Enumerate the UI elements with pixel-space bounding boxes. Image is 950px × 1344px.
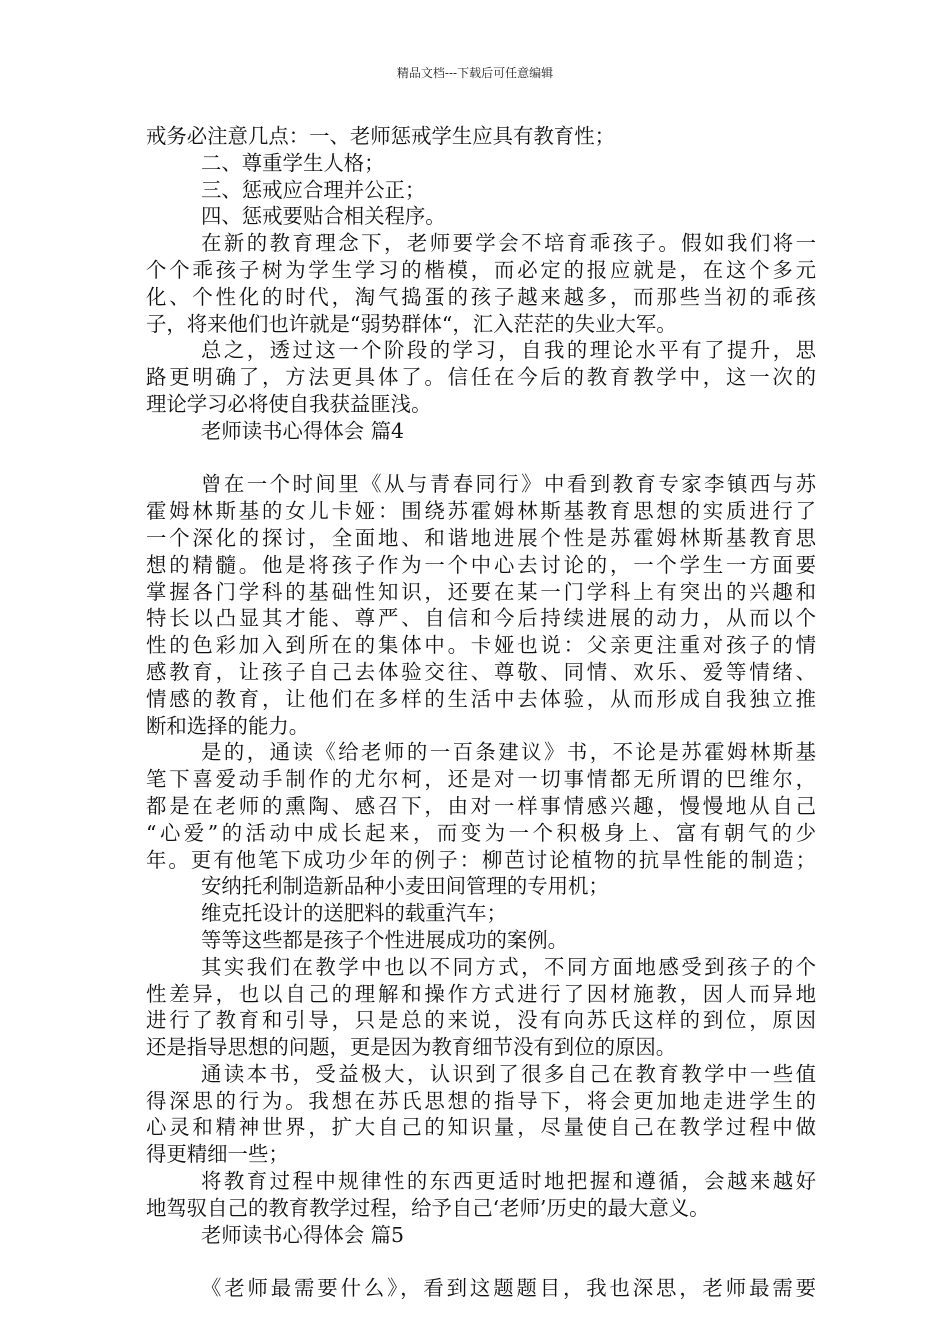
- text-line: 安纳托利制造新品种小麦田间管理的专用机；: [201, 874, 609, 899]
- text-line: 等等这些都是孩子个性进展成功的案例。: [201, 927, 569, 952]
- text-line: 理论学习必将使自我获益匪浅。: [146, 391, 432, 416]
- text-line: 都是在老师的熏陶、感召下，由对一样事情感兴趣，慢慢地从自己: [146, 793, 816, 818]
- text-line: 老师读书心得体会 篇4: [201, 418, 404, 443]
- text-line: 心灵和精神世界，扩大自己的知识量，尽量使自己在教学过程中做: [146, 1115, 816, 1140]
- text-line: 霍姆林斯基的女儿卡娅：围绕苏霍姆林斯基教育思想的实质进行了: [146, 499, 816, 524]
- blank-line: [146, 1248, 816, 1275]
- text-line: 一个深化的探讨，全面地、和谐地进展个性是苏霍姆林斯基教育思: [146, 525, 816, 550]
- document-body: [146, 123, 816, 1302]
- text-line: 得深思的行为。我想在苏氏思想的指导下，将会更加地走进学生的: [146, 1088, 816, 1113]
- text-line: 二、尊重学生人格；: [201, 150, 385, 175]
- text-line: 年。更有他笔下成功少年的例子：柳芭讨论植物的抗旱性能的制造；: [146, 847, 816, 872]
- text-line: 特长以凸显其才能、尊严、自信和今后持续进展的动力，从而以个: [146, 606, 816, 631]
- text-line: 想的精髓。他是将孩子作为一个中心去讨论的，一个学生一方面要: [146, 552, 816, 577]
- text-line: 在新的教育理念下，老师要学会不培育乖孩子。假如我们将一: [201, 231, 816, 256]
- text-line: 通读本书，受益极大，认识到了很多自己在教育教学中一些值: [201, 1061, 816, 1086]
- text-line: 路更明确了，方法更具体了。信任在今后的教育教学中，这一次的: [146, 365, 816, 390]
- text-line: 性的色彩加入到所在的集体中。卡娅也说：父亲更注重对孩子的情: [146, 633, 816, 658]
- text-line: 四、惩戒要贴合相关程序。: [201, 204, 446, 229]
- text-line: 性差异，也以自己的理解和操作方式进行了因材施教，因人而异地: [146, 981, 816, 1006]
- text-line: 地驾驭自己的教育教学过程，给予自己‘老师’历史的最大意义。: [146, 1195, 710, 1220]
- text-line: 维克托设计的送肥料的载重汽车；: [201, 901, 507, 926]
- text-line: 《老师最需要什么》，看到这题题目，我也深思，老师最需要: [201, 1276, 816, 1301]
- text-line: 将教育过程中规律性的东西更适时地把握和遵循，会越来越好: [201, 1169, 816, 1194]
- text-line: 个个乖孩子树为学生学习的楷模，而必定的报应就是，在这个多元: [146, 257, 816, 282]
- text-line: 得更精细一些；: [146, 1142, 289, 1167]
- text-line: 三、惩戒应合理并公正；: [201, 177, 426, 202]
- text-line: 掌握各门学科的基础性知识，还要在某一门学科上有突出的兴趣和: [146, 579, 816, 604]
- text-line: 还是指导思想的问题，更是因为教育细节没有到位的原因。: [146, 1035, 677, 1060]
- text-line: 总之，透过这一个阶段的学习，自我的理论水平有了提升，思: [201, 338, 816, 363]
- text-line: 其实我们在教学中也以不同方式，不同方面地感受到孩子的个: [201, 954, 816, 979]
- text-line: 戒务必注意几点：一、老师惩戒学生应具有教育性；: [146, 124, 615, 148]
- text-line: 老师读书心得体会 篇5: [201, 1222, 404, 1247]
- text-line: 情感的教育，让他们在多样的生活中去体验，从而形成自我独立推: [146, 686, 816, 711]
- blank-line: [146, 445, 816, 472]
- page-header: 精品文档---下载后可任意编辑: [396, 66, 554, 80]
- text-line: 感教育，让孩子自己去体验交往、尊敬、同情、欢乐、爱等情绪、: [146, 659, 816, 684]
- text-line: 是的，通读《给老师的一百条建议》书，不论是苏霍姆林斯基: [201, 740, 816, 765]
- text-line: 曾在一个时间里《从与青春同行》中看到教育专家李镇西与苏: [201, 472, 816, 497]
- text-line: “心爱”的活动中成长起来，而变为一个积极身上、富有朝气的少: [146, 820, 816, 845]
- text-line: 子，将来他们也许就是“弱势群体“，汇入茫茫的失业大军。: [146, 311, 677, 336]
- text-line: 化、个性化的时代，淘气捣蛋的孩子越来越多，而那些当初的乖孩: [146, 284, 816, 309]
- text-line: 笔下喜爱动手制作的尤尔柯，还是对一切事情都无所谓的巴维尔，: [146, 767, 816, 792]
- text-line: 进行了教育和引导，只是总的来说，没有向苏氏这样的到位，原因: [146, 1008, 816, 1033]
- text-line: 断和选择的能力。: [146, 713, 310, 738]
